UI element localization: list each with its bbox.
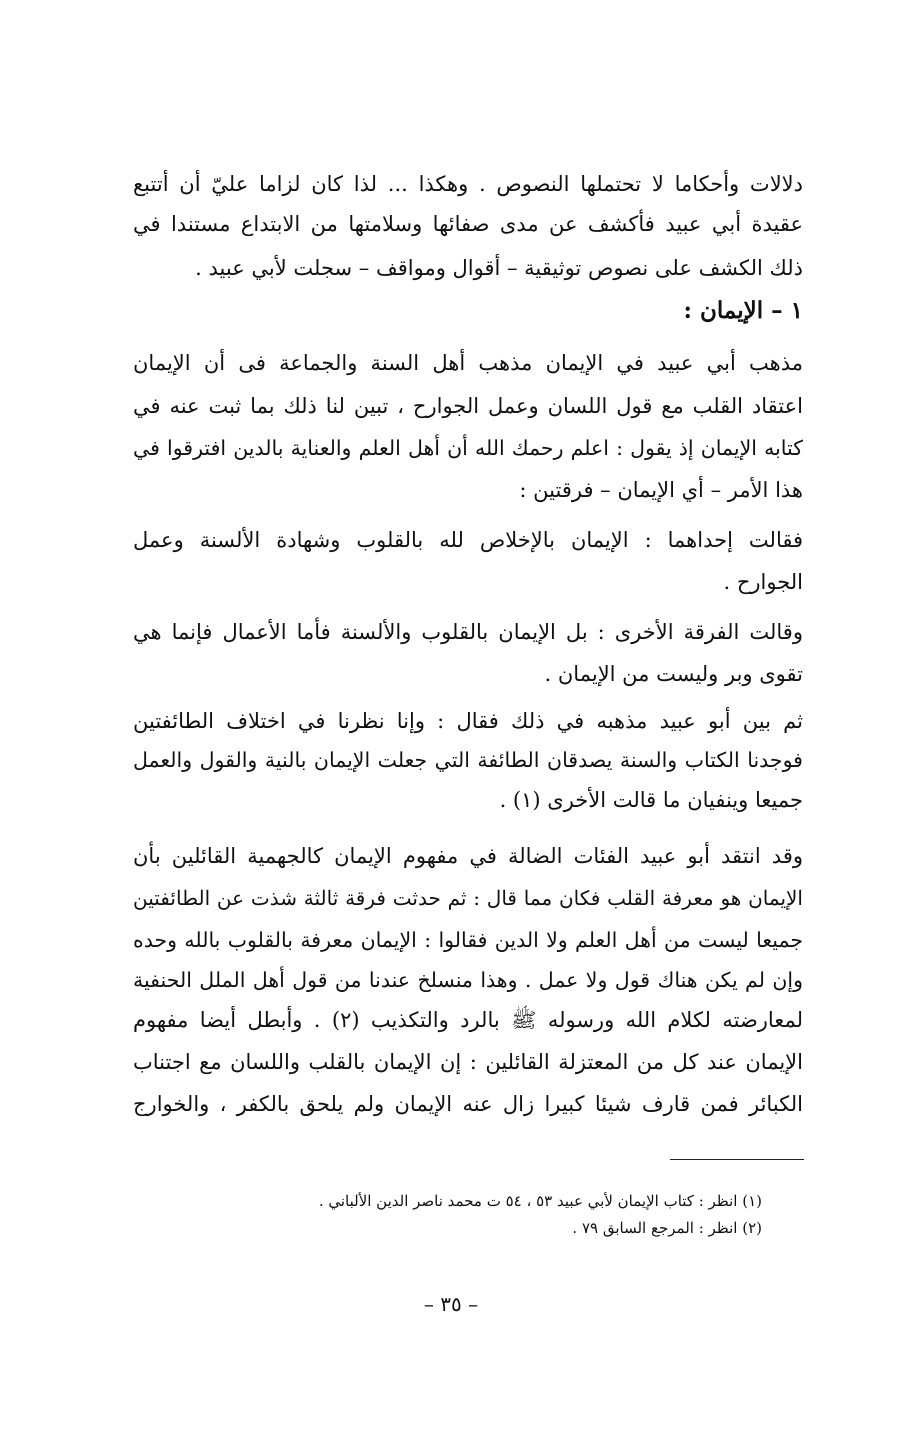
text-line: فوجدنا الكتاب والسنة يصدقان الطائفة التي جعلت الإيمان بالنية والقول والعمل bbox=[133, 748, 803, 772]
text-line: كتابه الإيمان إذ يقول : اعلم رحمك الله أن أهل العلم والعناية بالدين افترقوا في bbox=[133, 436, 803, 460]
text-line: مذهب أبي عبيد في الإيمان مذهب أهل السنة والجماعة فى أن الإيمان bbox=[133, 351, 803, 375]
section-heading: ١ – الإيمان : bbox=[683, 297, 803, 324]
text-line: وقالت الفرقة الأخرى : بل الإيمان بالقلوب والألسنة فأما الأعمال فإنما هي bbox=[133, 620, 803, 644]
text-line: ثم بين أبو عبيد مذهبه في ذلك فقال : وإنا نظرنا في اختلاف الطائفتين bbox=[133, 709, 803, 733]
text-line: جميعا ليست من أهل العلم ولا الدين فقالوا : الإيمان معرفة بالقلوب بالله وحده bbox=[133, 928, 803, 952]
text-line: الإيمان هو معرفة القلب فكان مما قال : ثم حدثت فرقة ثالثة شذت عن الطائفتين bbox=[133, 886, 803, 910]
text-line: تقوى وبر وليست من الإيمان . bbox=[544, 662, 803, 686]
text-line: الجوارح . bbox=[723, 570, 803, 594]
text-line: اعتقاد القلب مع قول اللسان وعمل الجوارح ، تبين لنا ذلك بما ثبت عنه في bbox=[133, 394, 803, 418]
text-line: الكبائر فمن قارف شيئا كبيرا زال عنه الإيمان ولم يلحق بالكفر ، والخوارج bbox=[133, 1092, 803, 1116]
text-line: هذا الأمر – أي الإيمان – فرقتين : bbox=[519, 478, 803, 502]
footnote: (١) انظر : كتاب الإيمان لأبي عبيد ٥٣ ، ٥٤ ت محمد ناصر الدين الألباني . bbox=[318, 1192, 762, 1210]
text-line: دلالات وأحكاما لا تحتملها النصوص . وهكذا ... لذا كان لزاما عليّ أن أتتبع bbox=[133, 172, 803, 196]
text-line: وقد انتقد أبو عبيد الفئات الضالة في مفهوم الإيمان كالجهمية القائلين بأن bbox=[133, 844, 803, 868]
text-line: لمعارضته لكلام الله ورسوله ﷺ بالرد والتكذيب (٢) . وأبطل أيضا مفهوم bbox=[133, 1008, 803, 1032]
text-line: جميعا وينفيان ما قالت الأخرى (١) . bbox=[499, 788, 803, 812]
footnote: (٢) انظر : المرجع السابق ٧٩ . bbox=[572, 1219, 762, 1237]
text-line: وإن لم يكن هناك قول ولا عمل . وهذا منسلخ عندنا من قول أهل الملل الحنفية bbox=[133, 968, 803, 992]
text-line: فقالت إحداهما : الإيمان بالإخلاص لله بالقلوب وشهادة الألسنة وعمل bbox=[133, 528, 803, 552]
text-line: عقيدة أبي عبيد فأكشف عن مدى صفائها وسلامتها من الابتداع مستندا في bbox=[133, 212, 803, 236]
footnote-divider bbox=[670, 1159, 804, 1160]
page-number: – ٣٥ – bbox=[423, 1292, 479, 1316]
text-line: الإيمان عند كل من المعتزلة القائلين : إن الإيمان بالقلب واللسان مع اجتناب bbox=[133, 1050, 803, 1074]
text-line: ذلك الكشف على نصوص توثيقية – أقوال ومواقف – سجلت لأبي عبيد . bbox=[195, 256, 803, 280]
